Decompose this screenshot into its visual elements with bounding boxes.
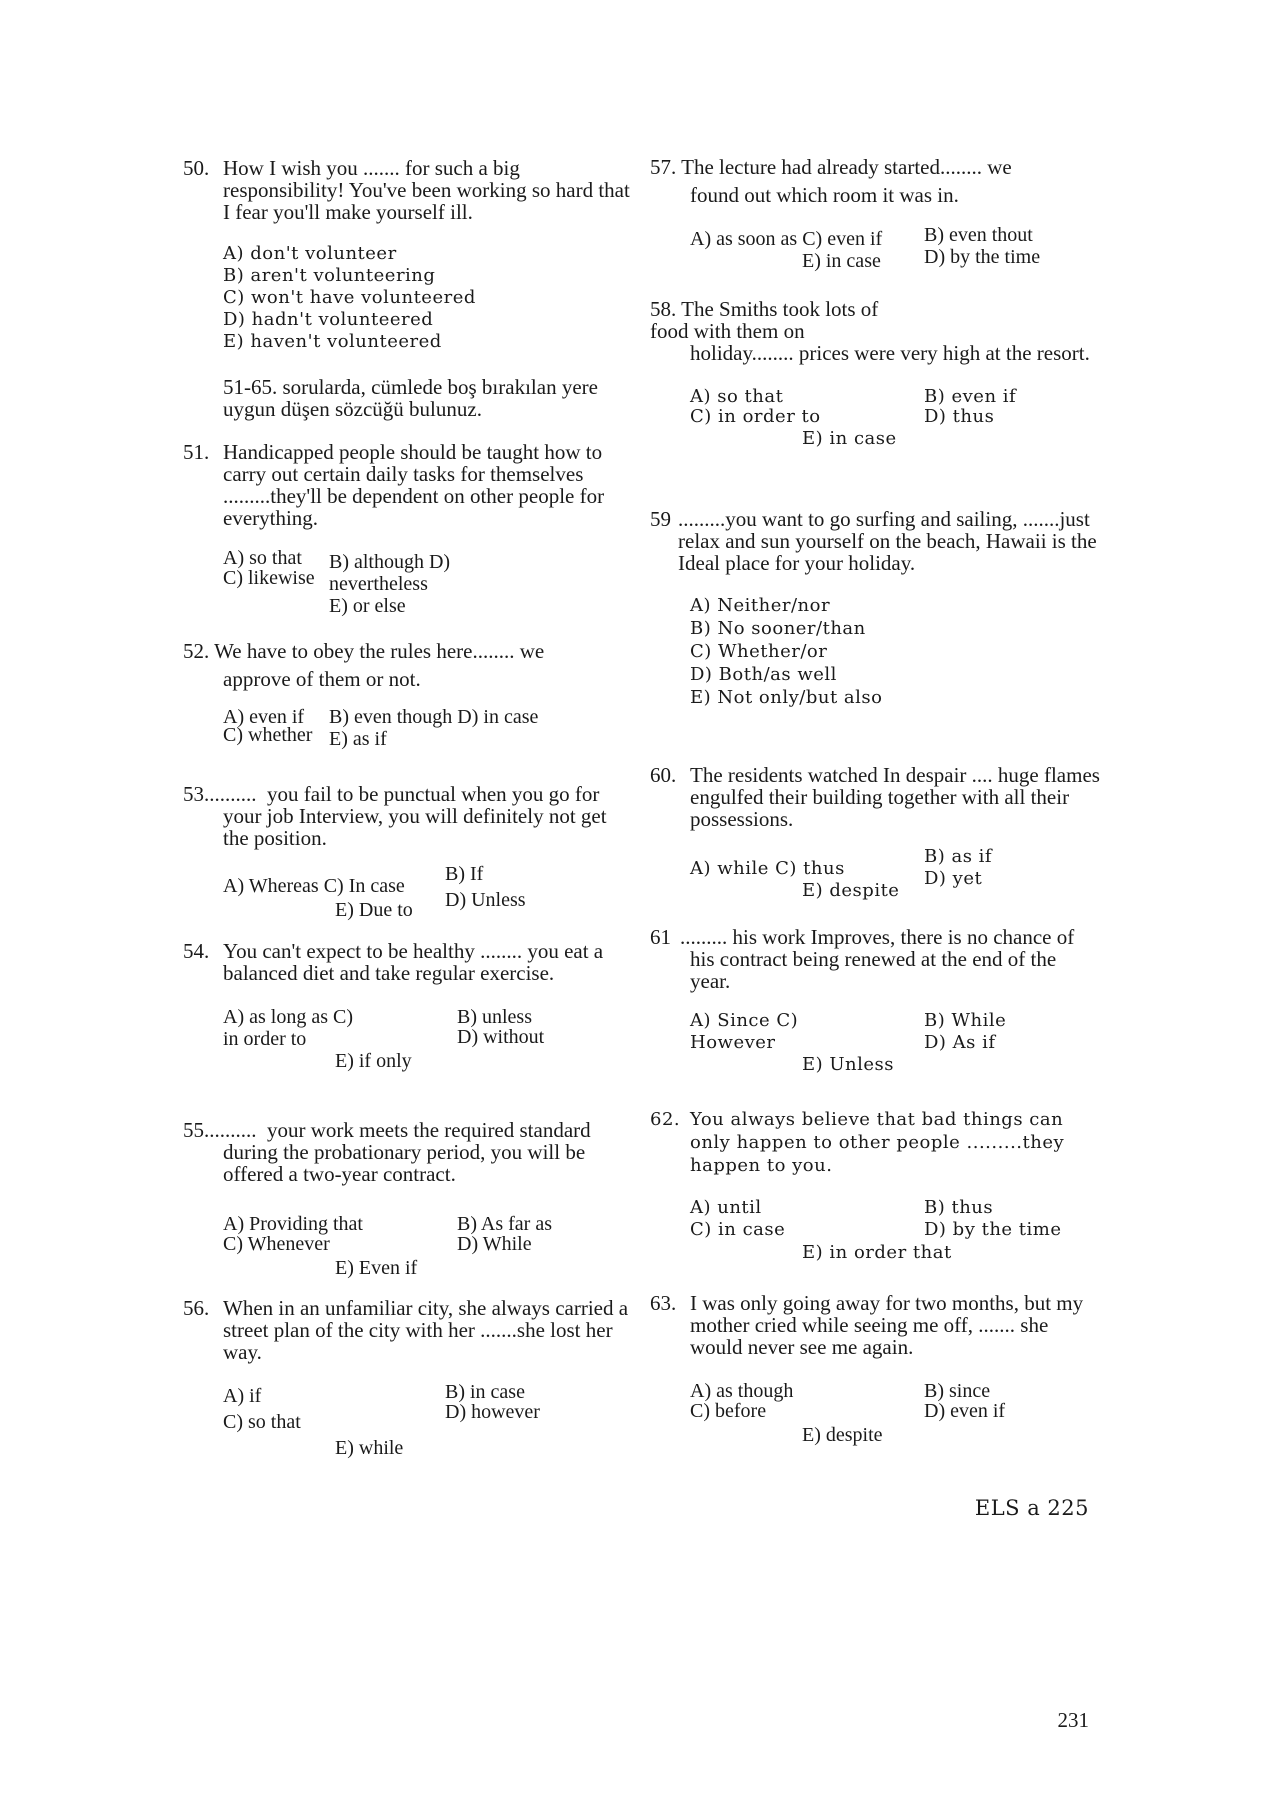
option-e[interactable]: E) if only (335, 1050, 412, 1072)
option-d[interactable]: D) even if (924, 1400, 1006, 1422)
question-number: 52. (183, 639, 210, 663)
question-text: .........you want to go surfing and sailing, .......just relax and sun yourself on the beach, Hawaii is the Ideal place for your holiday. (678, 507, 1097, 575)
option-d[interactable]: D) thus (924, 406, 995, 427)
question-text-line1: We have to obey the rules here........ we (214, 639, 545, 663)
option-e[interactable]: E) despite (802, 1424, 883, 1446)
question-61-options (650, 1010, 1100, 1074)
option-d[interactable]: D) however (445, 1401, 540, 1423)
question-text: your work meets the required standard during the probationary period, you will be offered a two-year contract. (223, 1118, 591, 1186)
option-c[interactable]: C) in case (690, 1219, 786, 1240)
question-50 (183, 157, 633, 353)
option-c[interactable]: C) in order to (690, 406, 821, 427)
option-d[interactable]: D) yet (924, 868, 983, 889)
question-number: 62. (650, 1109, 681, 1130)
option-a[interactable]: A) if (223, 1385, 262, 1407)
question-52 (183, 640, 633, 750)
option-b[interactable]: B) aren't volunteering (223, 265, 436, 286)
question-text-line2: approve of them or not. (223, 667, 421, 691)
question-63 (650, 1292, 1100, 1444)
option-c[interactable]: C) before (690, 1400, 767, 1422)
option-b[interactable]: B) even thout (924, 224, 1033, 246)
option-a-c[interactable]: A) Since C) However (690, 1010, 799, 1053)
option-c[interactable]: C) Whether/or (690, 641, 828, 662)
question-text: I was only going away for two months, but my mother cried while seeing me off, ....... she would never see me again. (690, 1291, 1084, 1359)
question-text: ......... his work Improves, there is no chance of his contract being renewed at the end of the year. (680, 925, 1075, 993)
question-56-options (183, 1381, 633, 1459)
option-e[interactable]: E) as if (329, 728, 387, 750)
option-e[interactable]: E) haven't volunteered (223, 331, 442, 352)
question-text: How I wish you ....... for such a big responsibility! You've been working so hard that I fear you'll make yourself ill. (223, 156, 630, 224)
option-d[interactable]: D) by the time (924, 246, 1041, 268)
question-59-options (650, 594, 1100, 709)
option-b[interactable]: B) While (924, 1010, 1007, 1031)
question-58-options (650, 386, 1100, 450)
question-text: You always believe that bad things can only happen to other people .........they happen to you. (690, 1109, 1065, 1176)
question-number: 53.......... (183, 782, 257, 806)
option-d[interactable]: D) hadn't volunteered (223, 309, 434, 330)
option-d[interactable]: D) by the time (924, 1219, 1062, 1240)
option-c[interactable]: C) so that (223, 1411, 301, 1433)
option-a[interactable]: A) so that (223, 547, 302, 569)
question-60-options (650, 844, 1100, 901)
question-53-stem (183, 783, 633, 849)
question-text: Handicapped people should be taught how to carry out certain daily tasks for themselves .........they'll be dependent on other people for everything. (223, 440, 605, 530)
option-b[interactable]: B) as if (924, 846, 993, 867)
section-instruction (183, 376, 633, 420)
question-text: you fail to be punctual when you go for your job Interview, you will definitely not get the position. (223, 782, 607, 850)
option-e[interactable]: E) or else (329, 595, 406, 617)
option-a-c[interactable]: A) while C) thus (690, 858, 845, 879)
option-b[interactable]: B) since (924, 1380, 991, 1402)
question-54 (183, 940, 633, 1070)
option-b[interactable]: B) even if (924, 386, 1017, 407)
question-57-options (650, 220, 1100, 272)
question-54-options (183, 1006, 633, 1070)
page-number: 231 (1057, 1708, 1089, 1732)
option-b[interactable]: B) in case (445, 1381, 525, 1403)
option-e[interactable]: E) in case (802, 250, 881, 272)
question-number: 57. (650, 155, 677, 179)
instruction-text: 51-65. sorularda, cümlede boş bırakılan yere uygun düşen sözcüğü bulunuz. (223, 375, 598, 421)
option-d[interactable]: D) Both/as well (690, 664, 837, 685)
question-text-line2: found out which room it was in. (690, 183, 959, 207)
question-text-rest: holiday........ prices were very high at the resort. (690, 341, 1090, 365)
question-59 (650, 508, 1100, 709)
option-e[interactable]: E) in order that (802, 1242, 952, 1263)
question-51-stem (183, 441, 633, 529)
question-56-stem (183, 1297, 633, 1363)
option-e[interactable]: E) Not only/but also (690, 687, 883, 708)
option-d[interactable]: D) As if (924, 1032, 996, 1053)
option-e[interactable]: E) Even if (335, 1257, 418, 1279)
question-62 (650, 1108, 1100, 1261)
question-62-options (650, 1197, 1100, 1261)
option-a-c[interactable]: A) as long as C) in order to (223, 1006, 353, 1050)
source-tag: ELS a 225 (974, 1496, 1089, 1520)
question-55-stem (183, 1119, 633, 1185)
question-50-options (183, 243, 633, 353)
question-53-options (183, 863, 633, 919)
question-63-options (650, 1380, 1100, 1444)
question-55-options (183, 1213, 633, 1277)
question-60 (650, 763, 1100, 901)
option-d[interactable]: D) Unless (445, 889, 526, 911)
question-57 (650, 155, 1100, 272)
option-b-d[interactable]: B) even though D) in case (329, 706, 539, 728)
question-52-options (183, 706, 633, 750)
option-a[interactable]: A) until (690, 1197, 762, 1218)
question-text: You can't expect to be healthy ........ you eat a balanced diet and take regular exercise. (223, 939, 604, 985)
question-text: When in an unfamiliar city, she always carried a street plan of the city with her .......she lost her way. (223, 1296, 629, 1364)
question-59-stem (650, 508, 1100, 574)
option-a[interactable]: A) don't volunteer (223, 243, 397, 264)
question-text-line2: food with them on (650, 319, 805, 343)
option-a[interactable]: A) Neither/nor (690, 595, 831, 616)
option-e[interactable]: E) despite (802, 880, 900, 901)
question-number: 60. (650, 763, 677, 787)
question-57-stem (650, 156, 1100, 206)
option-a[interactable]: A) even if (223, 706, 305, 728)
question-61-stem (650, 926, 1100, 992)
question-53 (183, 783, 633, 919)
option-c[interactable]: C) likewise (223, 567, 315, 589)
option-e[interactable]: E) Unless (802, 1054, 895, 1075)
question-number: 56. (183, 1296, 210, 1320)
question-number: 63. (650, 1291, 677, 1315)
question-54-stem (183, 940, 633, 984)
question-56 (183, 1296, 633, 1459)
option-c[interactable]: C) won't have volunteered (223, 287, 476, 308)
option-a[interactable]: A) so that (690, 386, 784, 407)
option-a[interactable]: A) as though (690, 1380, 794, 1402)
question-55 (183, 1119, 633, 1277)
option-d[interactable]: D) While (457, 1233, 532, 1255)
question-text-line1: The lecture had already started........ we (681, 155, 1012, 179)
option-e[interactable]: E) while (335, 1437, 404, 1459)
option-b[interactable]: B) As far as (457, 1213, 552, 1235)
option-b[interactable]: B) thus (924, 1197, 994, 1218)
question-63-stem (650, 1292, 1100, 1358)
option-c[interactable]: C) whether (223, 724, 313, 746)
question-number: 59 (650, 507, 671, 531)
option-a-c[interactable]: A) as soon as C) even if (690, 228, 883, 250)
option-a[interactable]: A) Providing that (223, 1213, 363, 1235)
question-number: 51. (183, 440, 210, 464)
question-52-stem (183, 640, 633, 690)
question-text: The residents watched In despair .... huge flames engulfed their building together with all their possessions. (690, 763, 1100, 831)
question-50-stem (183, 157, 633, 223)
question-62-stem (650, 1108, 1100, 1177)
question-number: 50. (183, 156, 210, 180)
question-text-line1: 58. The Smiths took lots of (650, 297, 879, 321)
question-58-stem (650, 298, 1100, 364)
option-a-c[interactable]: A) Whereas C) In case (223, 875, 405, 897)
option-e[interactable]: E) Due to (335, 899, 413, 921)
option-e[interactable]: E) in case (802, 428, 897, 449)
option-b-d[interactable]: B) although D) nevertheless (329, 551, 451, 595)
question-number: 55.......... (183, 1118, 257, 1142)
question-61 (650, 926, 1100, 1074)
option-c[interactable]: C) Whenever (223, 1233, 330, 1255)
question-58 (650, 298, 1100, 450)
option-b[interactable]: B) unless (457, 1006, 532, 1028)
question-51 (183, 440, 633, 617)
option-b[interactable]: B) If (445, 863, 484, 885)
question-number: 61 (650, 925, 671, 949)
question-number: 54. (183, 939, 210, 963)
option-d[interactable]: D) without (457, 1026, 545, 1048)
option-b[interactable]: B) No sooner/than (690, 618, 866, 639)
question-51-options (183, 547, 633, 617)
question-60-stem (650, 764, 1100, 830)
